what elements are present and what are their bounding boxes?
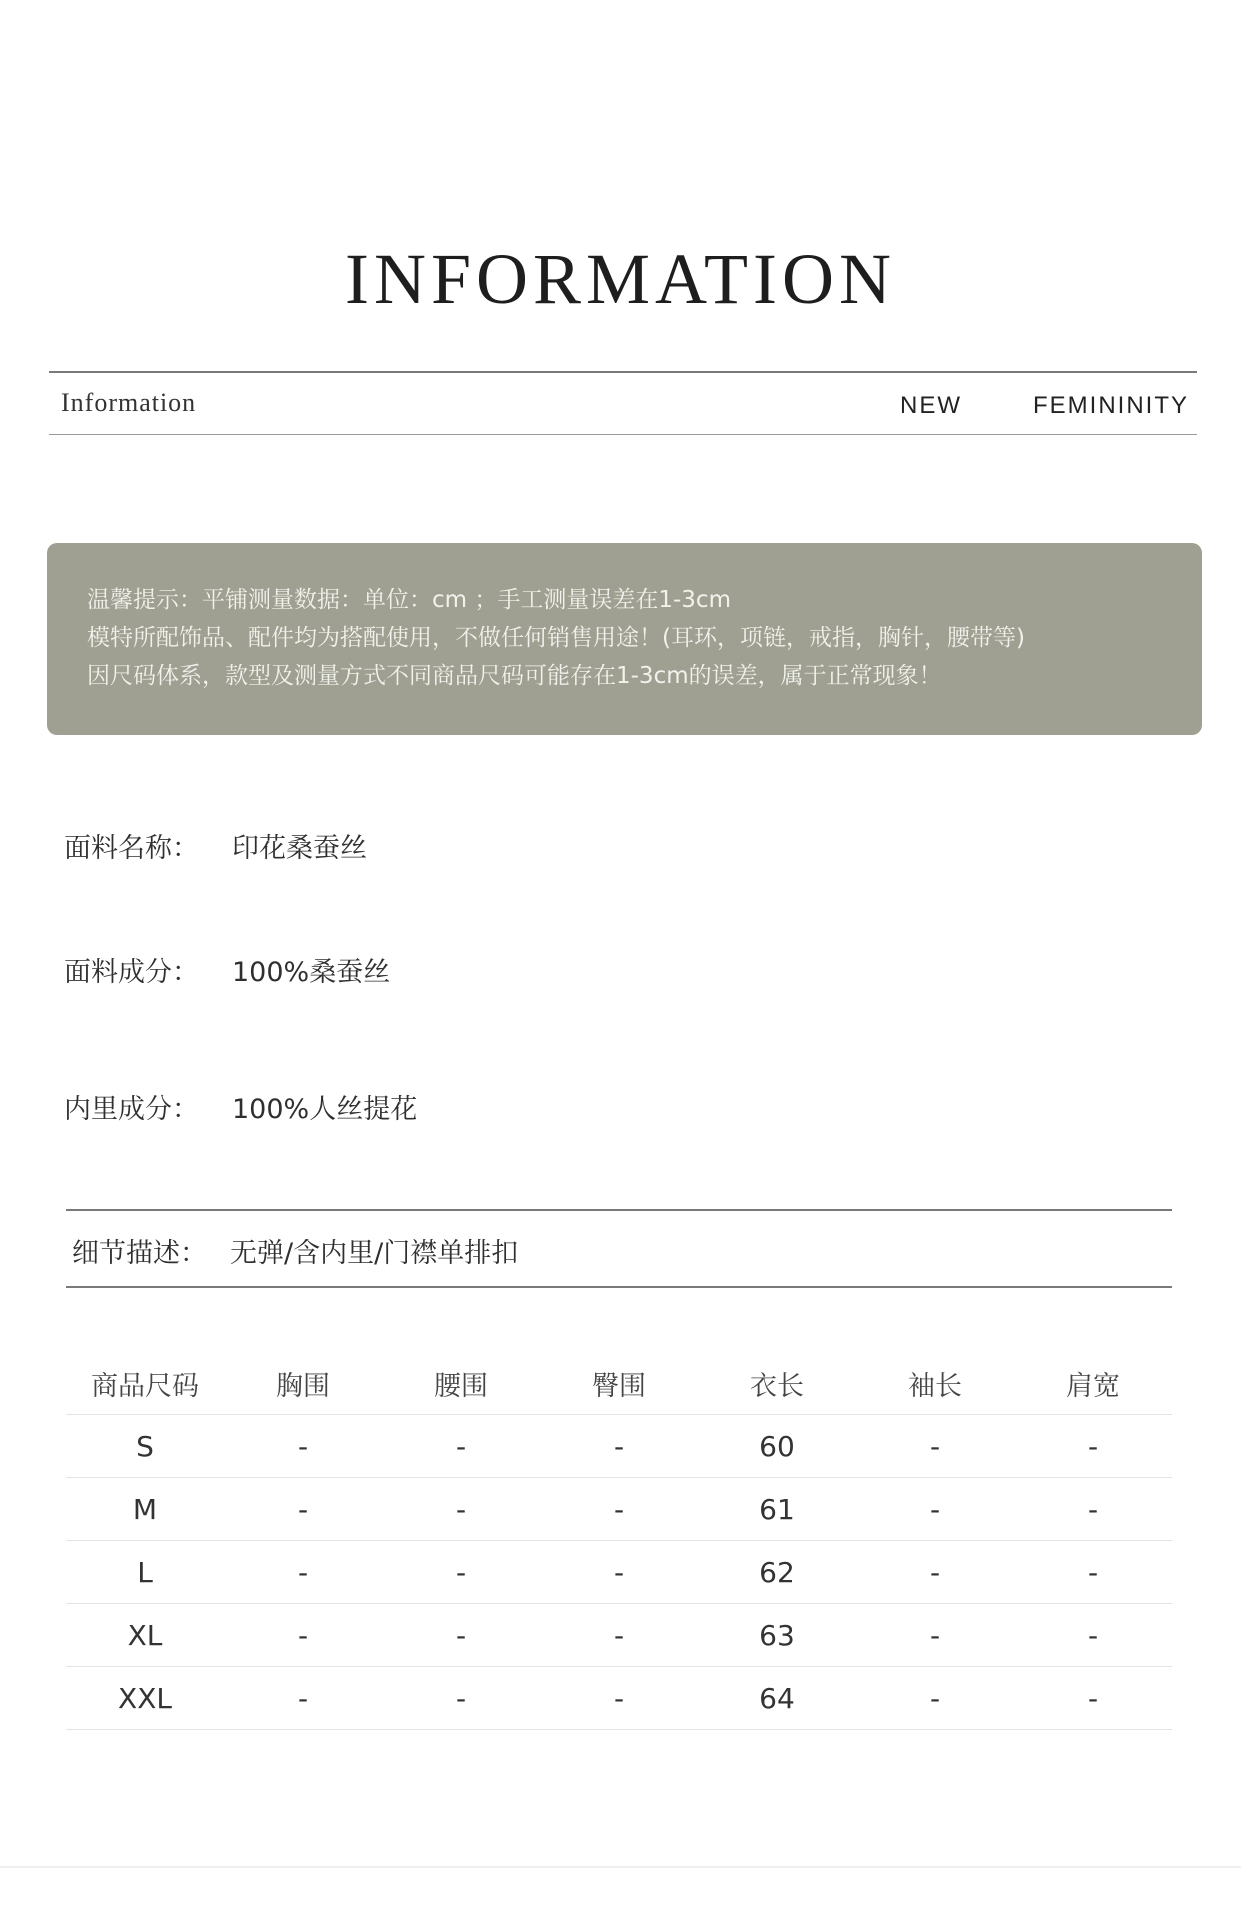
- size-table-header: 胸围: [276, 1370, 330, 1402]
- table-cell: -: [929, 1429, 941, 1463]
- table-cell: 63: [759, 1618, 795, 1652]
- subheader-middle-label: NEW: [900, 392, 962, 419]
- fabric-composition-row: [64, 950, 390, 989]
- table-cell: -: [929, 1492, 941, 1526]
- table-cell: -: [297, 1681, 309, 1715]
- subheader-bottom-divider: [49, 434, 1197, 435]
- table-cell: -: [929, 1618, 941, 1652]
- table-cell: 61: [759, 1492, 795, 1526]
- table-cell: -: [297, 1429, 309, 1463]
- table-cell: S: [136, 1429, 154, 1463]
- table-cell: -: [929, 1555, 941, 1589]
- table-row: [66, 1415, 1172, 1478]
- size-table-header: 商品尺码: [91, 1370, 199, 1402]
- page-title: INFORMATION: [344, 239, 897, 319]
- lining-composition-label: 内里成分：: [64, 1094, 199, 1125]
- table-cell: 64: [759, 1681, 795, 1715]
- size-table-header: 臀围: [592, 1370, 646, 1402]
- page-bottom-divider: [0, 1866, 1241, 1868]
- table-cell: -: [1087, 1429, 1099, 1463]
- fabric-name-value: 印花桑蚕丝: [232, 833, 367, 864]
- table-cell: L: [137, 1555, 153, 1589]
- table-cell: -: [1087, 1681, 1099, 1715]
- size-table-header-row: [66, 1352, 1172, 1415]
- table-cell: M: [132, 1492, 158, 1526]
- details-row: [72, 1231, 518, 1270]
- details-top-divider: [66, 1209, 1172, 1211]
- table-cell: 62: [759, 1555, 795, 1589]
- table-row: [66, 1667, 1172, 1730]
- table-cell: -: [297, 1618, 309, 1652]
- lining-composition-row: [64, 1087, 417, 1126]
- table-cell: -: [455, 1681, 467, 1715]
- subheader-left-label: Information: [61, 388, 197, 417]
- table-cell: -: [455, 1429, 467, 1463]
- table-cell: -: [1087, 1492, 1099, 1526]
- details-value: 无弹/含内里/门襟单排扣: [230, 1238, 519, 1269]
- size-table: [66, 1352, 1172, 1730]
- table-cell: XL: [127, 1618, 163, 1652]
- table-cell: -: [297, 1555, 309, 1589]
- lining-composition-value: 100%人丝提花: [232, 1094, 418, 1125]
- fabric-composition-value: 100%桑蚕丝: [232, 957, 391, 988]
- table-row: [66, 1541, 1172, 1604]
- table-cell: -: [455, 1555, 467, 1589]
- details-bottom-divider: [66, 1286, 1172, 1288]
- table-cell: -: [613, 1681, 625, 1715]
- fabric-composition-label: 面料成分：: [64, 957, 199, 988]
- table-cell: -: [1087, 1618, 1099, 1652]
- table-cell: -: [613, 1555, 625, 1589]
- table-cell: -: [1087, 1555, 1099, 1589]
- table-cell: -: [297, 1492, 309, 1526]
- table-cell: -: [613, 1429, 625, 1463]
- fabric-name-row: [64, 826, 367, 865]
- details-label: 细节描述：: [72, 1238, 207, 1269]
- table-cell: -: [613, 1492, 625, 1526]
- table-cell: -: [455, 1618, 467, 1652]
- table-cell: -: [613, 1618, 625, 1652]
- tips-line-1: 温馨提示：平铺测量数据：单位：cm ；手工测量误差在1-3cm: [87, 587, 731, 613]
- size-table-header: 衣长: [750, 1370, 804, 1402]
- subheader-top-divider: [49, 371, 1197, 373]
- size-table-header: 袖长: [908, 1370, 962, 1402]
- fabric-name-label: 面料名称：: [64, 833, 199, 864]
- tips-banner: [47, 543, 1202, 735]
- table-cell: -: [929, 1681, 941, 1715]
- table-row: [66, 1478, 1172, 1541]
- table-cell: XXL: [118, 1681, 172, 1715]
- size-table-header: 腰围: [434, 1370, 488, 1402]
- subheader-right-label: FEMININITY: [1033, 392, 1189, 419]
- tips-line-2: 模特所配饰品、配件均为搭配使用，不做任何销售用途！(耳环，项链，戒指，胸针，腰带等): [87, 625, 1025, 651]
- table-cell: 60: [759, 1429, 795, 1463]
- size-table-header: 肩宽: [1066, 1370, 1120, 1402]
- tips-line-3: 因尺码体系，款型及测量方式不同商品尺码可能存在1-3cm的误差，属于正常现象！: [87, 663, 942, 689]
- table-cell: -: [455, 1492, 467, 1526]
- table-row: [66, 1604, 1172, 1667]
